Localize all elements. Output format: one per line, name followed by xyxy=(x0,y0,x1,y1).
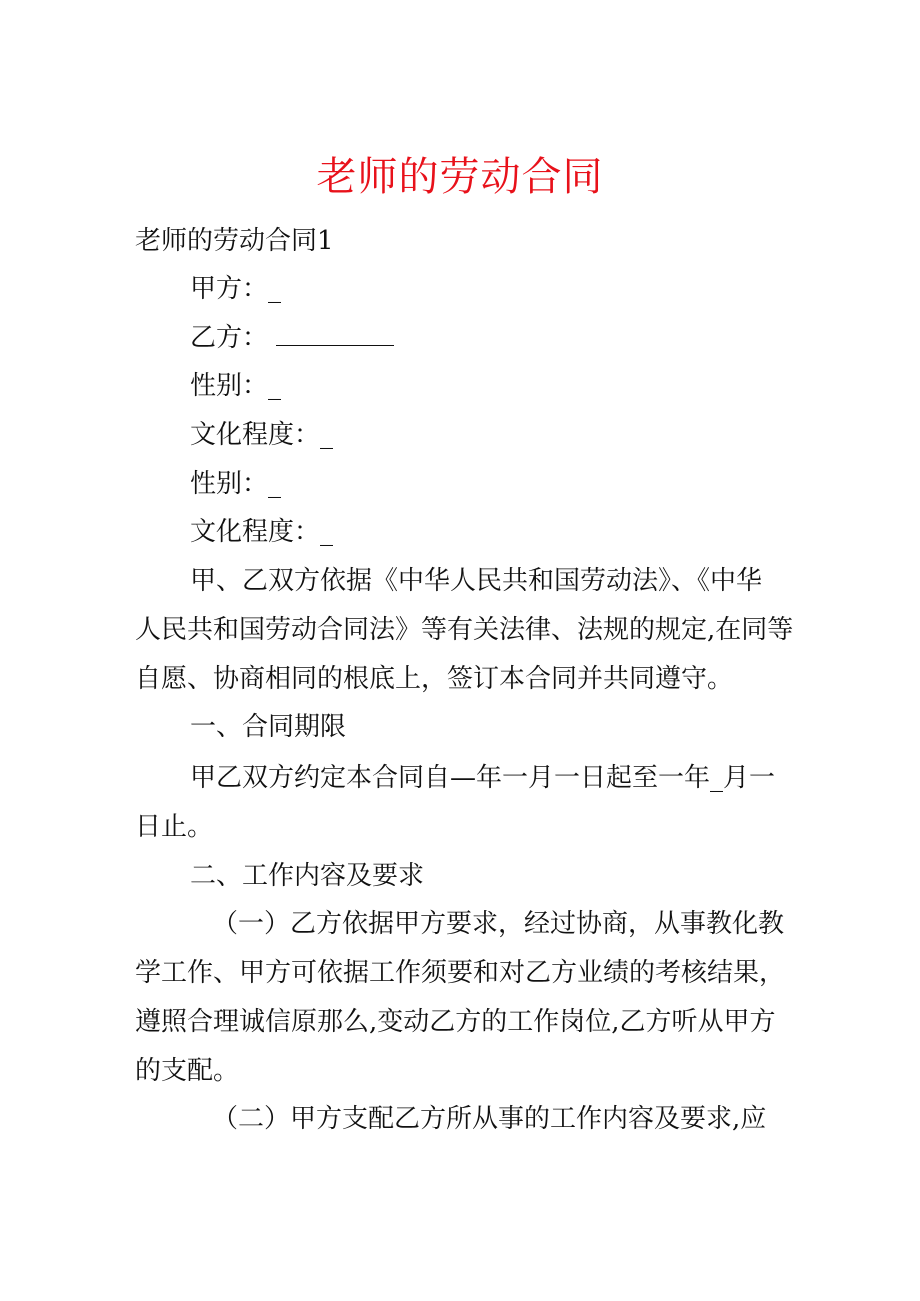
intro-paragraph-line: 甲、乙双方依据《中华人民共和国劳动法》、《中华 xyxy=(190,566,763,596)
document-title: 老师的劳动合同 xyxy=(316,154,604,200)
education-field-1: 文化程度：_ xyxy=(190,420,334,450)
intro-paragraph-line: 自愿、协商相同的根底上，签订本合同并共同遵守。 xyxy=(135,664,734,694)
document-subtitle: 老师的劳动合同1 xyxy=(135,226,334,256)
section-1-text-line: 日止。 xyxy=(135,812,214,842)
intro-paragraph-line: 人民共和国劳动合同法》等有关法律、法规的规定,在同等 xyxy=(135,615,794,645)
party-b-field xyxy=(190,321,394,355)
item-1-text-line: 的支配。 xyxy=(135,1056,240,1086)
item-2-text-line: （二）甲方支配乙方所从事的工作内容及要求,应 xyxy=(212,1104,767,1134)
section-2-heading: 二、工作内容及要求 xyxy=(190,861,425,891)
section-1-text-line: 甲乙双方约定本合同自—年一月一日起至一年_月一 xyxy=(190,763,776,793)
section-1-heading: 一、合同期限 xyxy=(190,712,347,742)
gender-field-2: 性别：_ xyxy=(190,469,282,499)
party-b-blank-line xyxy=(276,323,394,346)
education-field-2: 文化程度：_ xyxy=(190,517,334,547)
gender-field-1: 性别：_ xyxy=(190,371,282,401)
party-b-label: 乙方： xyxy=(190,323,269,353)
party-a-field: 甲方：_ xyxy=(190,274,282,304)
item-1-text-line: 遵照合理诚信原那么,变动乙方的工作岗位,乙方听从甲方 xyxy=(135,1007,776,1037)
item-1-text-line: 学工作、甲方可依据工作须要和对乙方业绩的考核结果， xyxy=(135,958,786,988)
item-1-text-line: （一）乙方依据甲方要求，经过协商，从事教化教 xyxy=(212,909,785,939)
